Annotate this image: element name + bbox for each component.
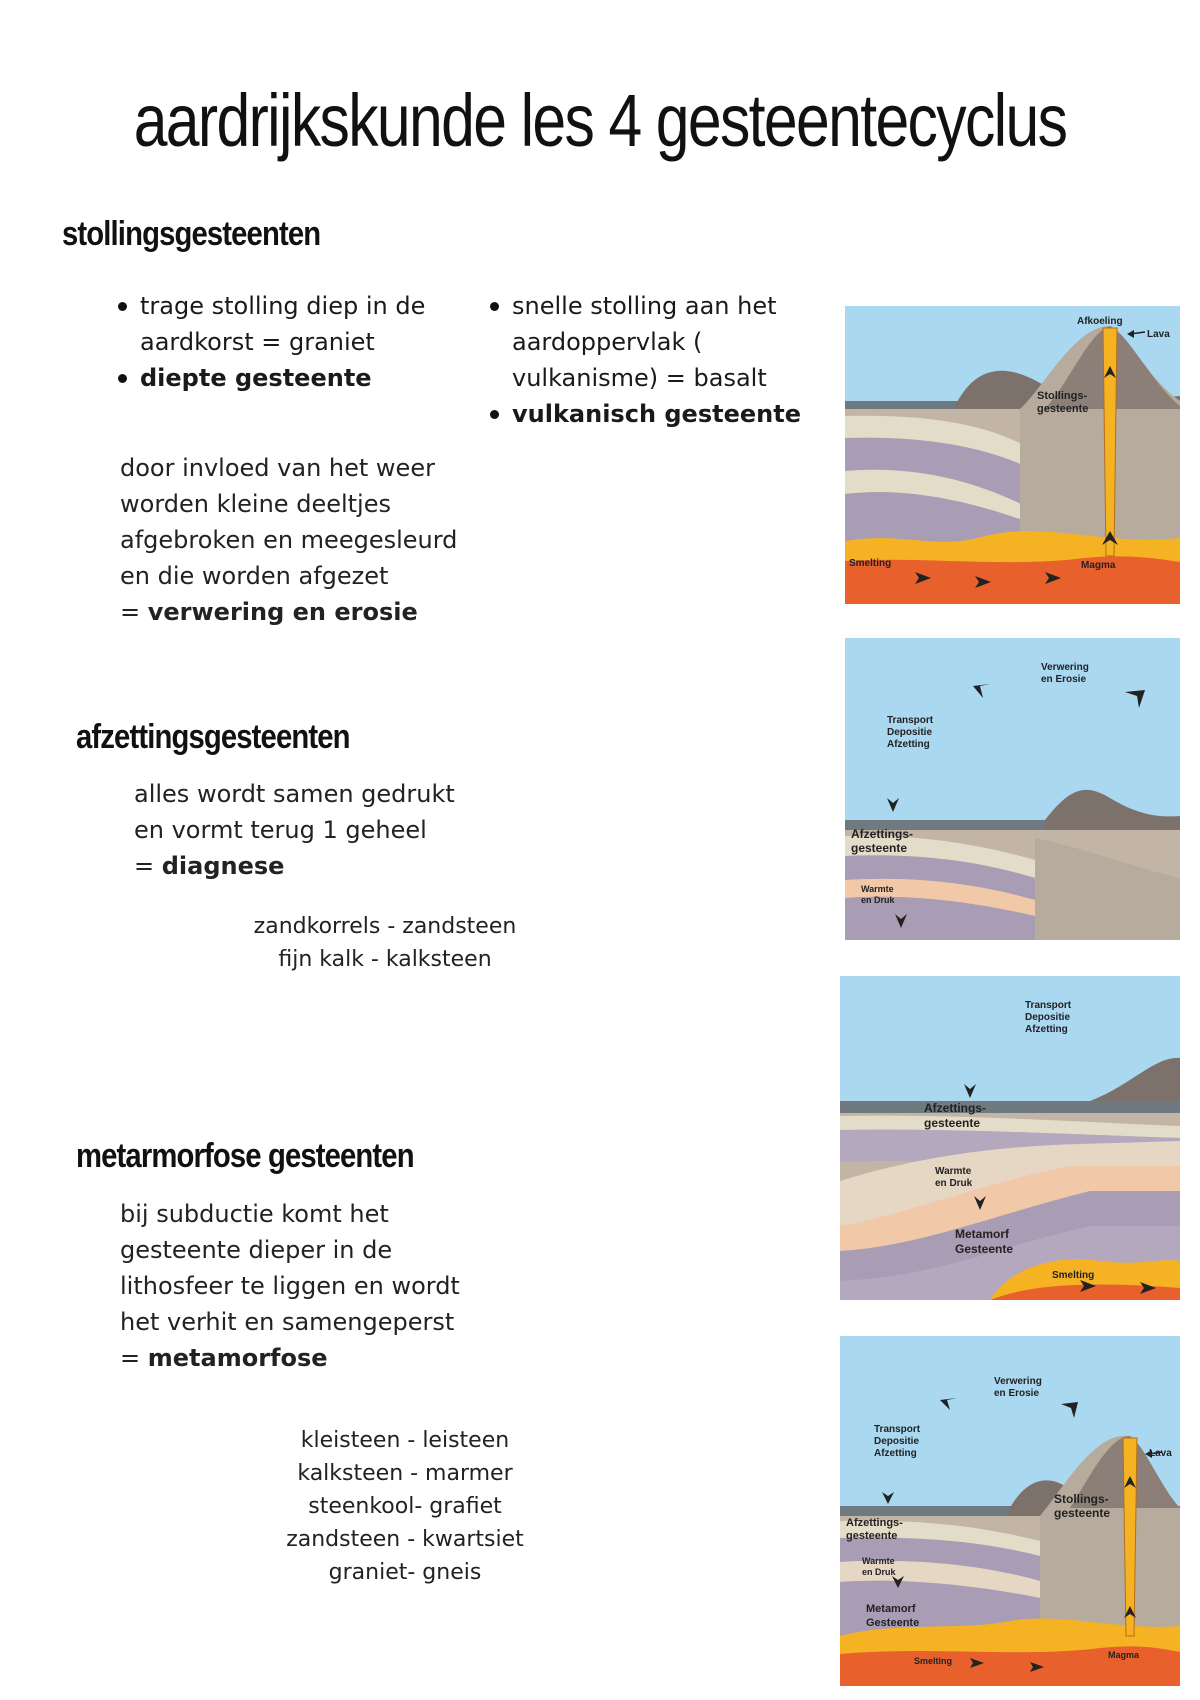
label-warmte: Warmte <box>861 884 894 894</box>
example-line: zandkorrels - zandsteen <box>253 914 517 939</box>
label-depositie: Depositie <box>887 727 933 738</box>
label-metamorf: Metamorf <box>955 1227 1010 1241</box>
heading-metamorfose-gesteenten: metarmorfose gesteenten <box>76 1137 414 1175</box>
example-line: kalksteen - marmer <box>297 1461 513 1486</box>
metamorf-examples <box>240 1424 570 1589</box>
afzetting-examples <box>220 910 550 976</box>
paragraph-line: bij subductie komt het <box>120 1200 389 1228</box>
label-gesteente: gesteente <box>851 841 908 855</box>
label-gesteente: gesteente <box>846 1530 898 1542</box>
label-transport: Transport <box>1025 1000 1072 1011</box>
label-warmte: Warmte <box>935 1166 972 1177</box>
metamorf-paragraph <box>120 1196 500 1376</box>
paragraph-line: lithosfeer te liggen en wordt <box>120 1272 460 1300</box>
label-en-druk: en Druk <box>861 895 895 905</box>
label-afzettings: Afzettings- <box>846 1517 903 1529</box>
paragraph-line: afgebroken en meegesleurd <box>120 526 458 554</box>
figure-metamorf-diagram <box>840 976 1180 1300</box>
example-line: zandsteen - kwartsiet <box>286 1527 524 1552</box>
stolling-left-list <box>112 288 452 396</box>
stolling-paragraph <box>120 450 500 630</box>
paragraph-line: door invloed van het weer <box>120 454 435 482</box>
label-afkoeling: Afkoeling <box>1077 316 1123 327</box>
label-smelting: Smelting <box>1052 1270 1095 1281</box>
label-magma: Magma <box>1081 560 1116 571</box>
label-en-erosie: en Erosie <box>994 1388 1040 1399</box>
label-magma: Magma <box>1108 1650 1140 1660</box>
conclusion-line: = metamorfose <box>120 1344 328 1372</box>
water-line <box>840 1101 1180 1113</box>
magma-conduit <box>1103 328 1117 556</box>
label-afzetting: Afzetting <box>874 1448 917 1459</box>
figure-gesteentecyclus-diagram <box>840 1336 1180 1686</box>
page-title: aardrijkskunde les 4 gesteentecyclus <box>133 79 1067 162</box>
figure-afzetting-diagram <box>845 638 1180 940</box>
label-en-druk: en Druk <box>862 1567 896 1577</box>
paragraph-line: worden kleine deeltjes <box>120 490 391 518</box>
label-metamorf: Metamorf <box>866 1603 916 1615</box>
list-item: vulkanisch gesteente <box>484 396 824 432</box>
label-gesteente: Gesteente <box>866 1617 920 1629</box>
example-line: kleisteen - leisteen <box>300 1428 510 1453</box>
paragraph-line: gesteente dieper in de <box>120 1236 393 1264</box>
label-afzettings: Afzettings- <box>924 1101 986 1115</box>
label-gesteente: gesteente <box>924 1116 981 1130</box>
label-en-erosie: en Erosie <box>1041 674 1087 685</box>
example-line: graniet- gneis <box>328 1560 482 1585</box>
label-stollings: Stollings- <box>1054 1492 1109 1506</box>
paragraph-line: en die worden afgezet <box>120 562 389 590</box>
magma-layer <box>845 556 1180 604</box>
label-smelting: Smelting <box>914 1656 953 1666</box>
label-verwering: Verwering <box>994 1376 1042 1387</box>
conclusion-line: = verwering en erosie <box>120 598 418 626</box>
paragraph-line: en vormt terug 1 geheel <box>134 816 427 844</box>
heading-afzettingsgesteenten: afzettingsgesteenten <box>76 718 350 756</box>
list-item: diepte gesteente <box>112 360 452 396</box>
figure-stolling-diagram <box>845 306 1180 604</box>
label-verwering: Verwering <box>1041 662 1089 673</box>
label-depositie: Depositie <box>874 1436 920 1447</box>
paragraph-line: het verhit en samengeperst <box>120 1308 455 1336</box>
paragraph-line: alles wordt samen gedrukt <box>134 780 455 808</box>
label-gesteente: gesteente <box>1037 403 1089 415</box>
label-lava: Lava <box>1147 329 1170 340</box>
label-afzettings: Afzettings- <box>851 827 913 841</box>
list-item: trage stolling diep in de aardkorst = graniet <box>112 288 452 360</box>
label-warmte: Warmte <box>862 1556 895 1566</box>
label-stollings: Stollings- <box>1037 390 1088 402</box>
label-smelting: Smelting <box>849 558 892 569</box>
example-line: steenkool- grafiet <box>308 1494 502 1519</box>
label-gesteente: gesteente <box>1054 1506 1111 1520</box>
conclusion-line: = diagnese <box>134 852 285 880</box>
label-depositie: Depositie <box>1025 1012 1071 1023</box>
example-line: fijn kalk - kalksteen <box>278 947 492 972</box>
stolling-right-list <box>484 288 824 432</box>
label-transport: Transport <box>874 1424 921 1435</box>
label-transport: Transport <box>887 715 934 726</box>
heading-stollingsgesteenten: stollingsgesteenten <box>62 215 321 253</box>
label-afzetting: Afzetting <box>1025 1024 1068 1035</box>
label-gesteente: Gesteente <box>955 1242 1014 1256</box>
label-lava: Lava <box>1149 1448 1172 1459</box>
list-item: snelle stolling aan het aardoppervlak ( vulkanisme) = basalt <box>484 288 824 396</box>
afzetting-paragraph <box>134 776 514 884</box>
label-en-druk: en Druk <box>935 1178 973 1189</box>
label-afzetting: Afzetting <box>887 739 930 750</box>
